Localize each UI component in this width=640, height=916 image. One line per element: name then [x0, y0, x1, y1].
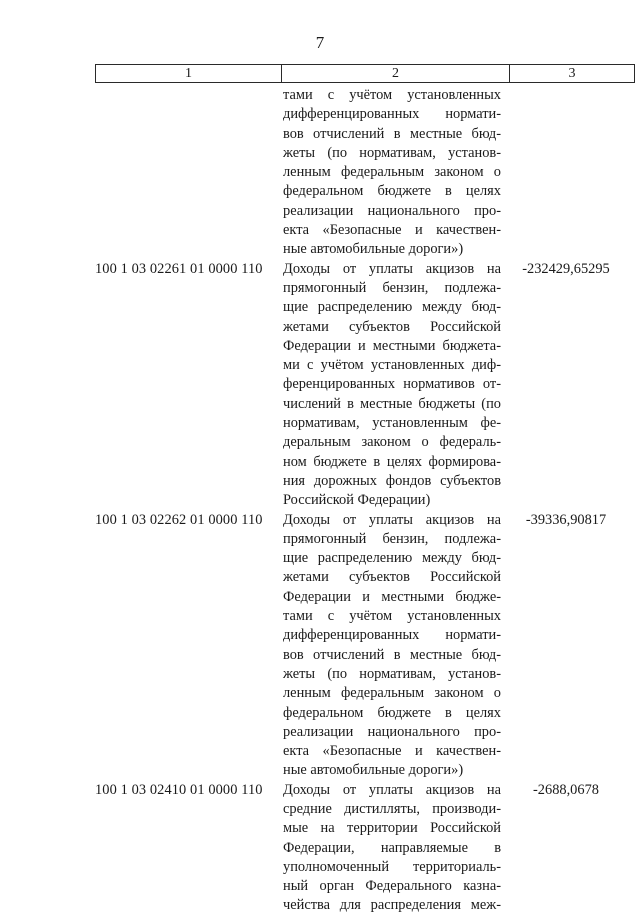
description-line: числений в местные бюджеты (по	[283, 395, 501, 412]
revenue-code: 100 1 03 02261 01 0000 110	[95, 260, 263, 277]
description-line: нормативам, установленным фе-	[283, 415, 501, 432]
page-number: 7	[315, 33, 325, 52]
description-line: федеральном бюджете в целях	[283, 183, 501, 200]
revenue-amount: -232429,65295	[522, 260, 610, 277]
description-line: чейства для распределения меж-	[283, 897, 501, 914]
description-line: Федерации и местными бюдже-	[283, 588, 501, 605]
description-line: уполномоченный территориаль-	[283, 858, 501, 875]
description-line: Российской Федерации)	[283, 492, 431, 509]
description-line: деральным законом о федераль-	[283, 434, 501, 451]
description-line: средние дистилляты, производи-	[283, 800, 501, 817]
revenue-description	[283, 781, 501, 916]
column-header-amount: 3	[510, 65, 635, 83]
budget-table-body	[95, 86, 631, 916]
description-line: щие распределению между бюд-	[283, 550, 501, 567]
description-line: ленным федеральным законом о	[283, 685, 501, 702]
description-line: дифференцированных нормати-	[283, 627, 501, 644]
description-line: дифференцированных нормати-	[283, 106, 501, 123]
description-line: ленным федеральным законом о	[283, 164, 501, 181]
description-line: жеты (по нормативам, установ-	[283, 665, 501, 682]
description-line: тами с учётом установленных	[283, 608, 501, 625]
revenue-amount: -39336,90817	[525, 511, 607, 528]
description-line: ния дорожных фондов субъектов	[283, 472, 501, 489]
description-line: ном бюджете в целях формирова-	[283, 453, 501, 470]
column-header-row	[95, 64, 635, 83]
description-line: жетами субъектов Российской	[283, 569, 501, 586]
revenue-code: 100 1 03 02410 01 0000 110	[95, 781, 263, 798]
column-header-code: 1	[96, 65, 282, 83]
description-line: мые на территории Российской	[283, 820, 501, 837]
description-line: Федерации и местными бюджета-	[283, 337, 501, 354]
description-line: вов отчислений в местные бюд-	[283, 125, 501, 142]
revenue-description	[283, 260, 501, 511]
description-line: прямогонный бензин, подлежа-	[283, 279, 501, 296]
description-line: Доходы от уплаты акцизов на	[283, 781, 501, 798]
description-line: ми с учётом установленных диф-	[283, 357, 501, 374]
description-line: прямогонный бензин, подлежа-	[283, 530, 501, 547]
description-line: щие распределению между бюд-	[283, 299, 501, 316]
description-line: жетами субъектов Российской	[283, 318, 501, 335]
description-line: федеральном бюджете в целях	[283, 704, 501, 721]
description-line: реализации национального про-	[283, 202, 501, 219]
description-line: вов отчислений в местные бюд-	[283, 646, 501, 663]
description-line: екта «Безопасные и качествен-	[283, 743, 501, 760]
description-line: тами с учётом установленных	[283, 87, 501, 103]
revenue-amount: -2688,0678	[533, 781, 599, 798]
table-row	[95, 511, 631, 781]
description-line: жеты (по нормативам, установ-	[283, 144, 501, 161]
table-row	[95, 260, 631, 511]
table-row	[95, 86, 631, 260]
description-line: Доходы от уплаты акцизов на	[283, 511, 501, 528]
column-header-description: 2	[282, 65, 510, 83]
description-line: ный орган Федерального казна-	[283, 878, 501, 895]
description-line: Доходы от уплаты акцизов на	[283, 260, 501, 277]
revenue-code: 100 1 03 02262 01 0000 110	[95, 511, 263, 528]
description-line: ные автомобильные дороги»)	[283, 241, 464, 258]
description-line: Федерации, направляемые в	[283, 839, 501, 856]
description-line: ные автомобильные дороги»)	[283, 762, 464, 779]
description-line: реализации национального про-	[283, 723, 501, 740]
description-line: ференцированных нормативов от-	[283, 376, 501, 393]
revenue-description	[283, 511, 501, 781]
description-line: екта «Безопасные и качествен-	[283, 222, 501, 239]
revenue-description	[283, 86, 501, 260]
table-row	[95, 781, 631, 916]
